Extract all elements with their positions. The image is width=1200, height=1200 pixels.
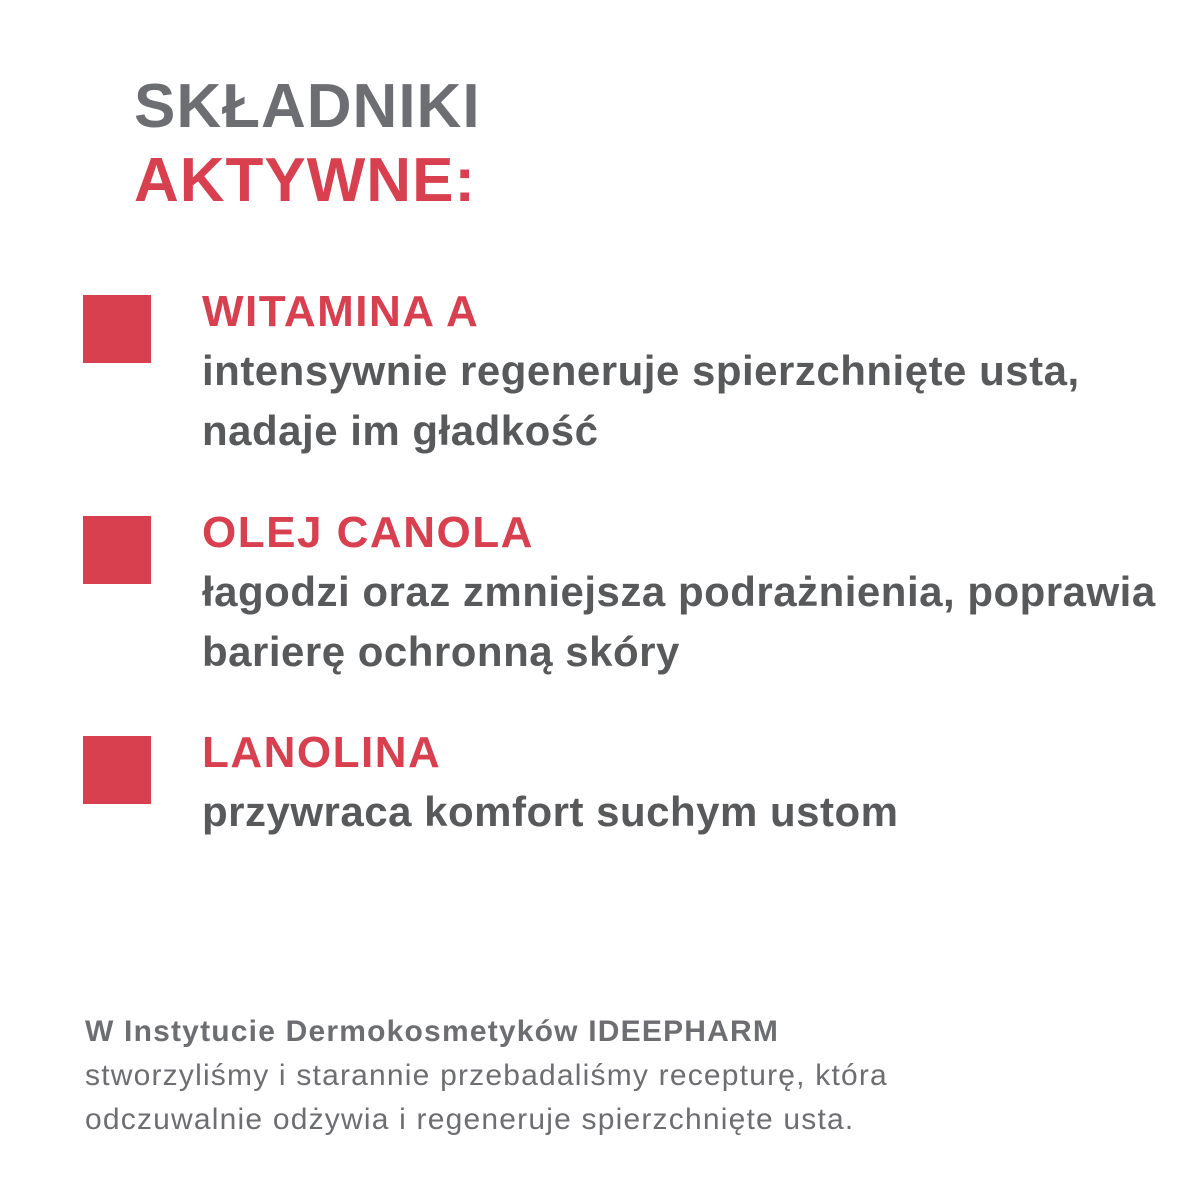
title-line-2: AKTYWNE: xyxy=(134,146,477,215)
footer-line-3: odczuwalnie odżywia i regeneruje spierzchnięte usta. xyxy=(85,1103,855,1136)
footer-note xyxy=(85,1010,1185,1142)
ingredient-text xyxy=(202,724,1192,842)
footer-bold-line: W Instytucie Dermokosmetyków IDEEPHARM xyxy=(85,1015,780,1048)
red-square-bullet-icon xyxy=(83,516,151,584)
red-square-bullet-icon xyxy=(83,295,151,363)
ingredient-name: WITAMINA A xyxy=(202,287,480,336)
ingredient-name: LANOLINA xyxy=(202,728,442,777)
ingredient-description: przywraca komfort suchym ustom xyxy=(202,788,899,835)
ingredient-name: OLEJ CANOLA xyxy=(202,508,534,557)
ingredient-description: intensywnie regeneruje spierzchnięte usta, nadaje im gładkość xyxy=(202,347,1080,454)
page-title xyxy=(134,70,481,218)
ingredient-description: łagodzi oraz zmniejsza podrażnienia, poprawia barierę ochronną skóry xyxy=(202,568,1156,675)
footer-line-2: stworzyliśmy i starannie przebadaliśmy recepturę, która xyxy=(85,1059,888,1092)
red-square-bullet-icon xyxy=(83,736,151,804)
ingredient-text xyxy=(202,504,1192,682)
ingredient-text xyxy=(202,283,1192,461)
title-line-1: SKŁADNIKI xyxy=(134,72,481,141)
